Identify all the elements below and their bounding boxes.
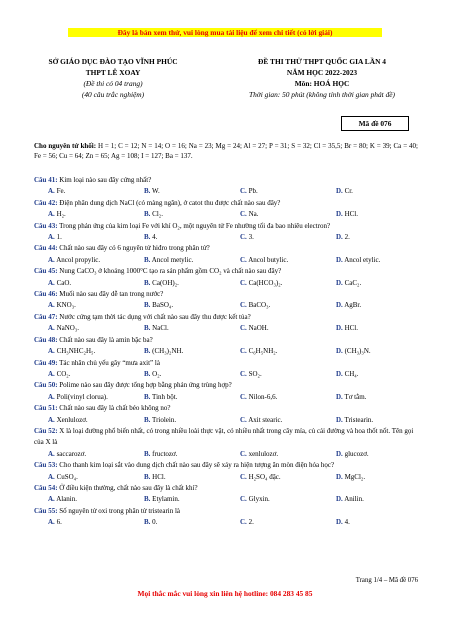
answer-option: [130, 369, 226, 380]
option-letter: C.: [240, 518, 247, 527]
answer-option: [322, 209, 418, 220]
option-text: 0.: [152, 518, 158, 527]
answer-option: [34, 255, 130, 266]
option-letter: A.: [48, 449, 55, 458]
option-text: 4.: [344, 518, 350, 527]
option-letter: A.: [48, 369, 55, 378]
option-text: Ancol metylic.: [151, 255, 194, 264]
question-stem: [34, 198, 418, 209]
option-text: CaC₂.: [344, 278, 362, 287]
option-letter: B.: [144, 415, 151, 424]
option-letter: C.: [240, 472, 247, 481]
question-text: Tác nhân chủ yếu gây “mưa axit” là: [57, 358, 160, 367]
option-letter: C.: [240, 278, 247, 287]
option-text: AgBr.: [344, 301, 362, 310]
option-text: W.: [152, 187, 160, 196]
option-text: 4.: [152, 233, 158, 242]
answer-option: [34, 346, 130, 357]
answer-option: [130, 186, 226, 197]
question-number: Câu 48:: [34, 335, 58, 344]
answer-option: [34, 323, 130, 334]
option-letter: B.: [144, 255, 151, 264]
question-text: Cho thanh kim loại sắt vào dung dịch chất nào sau đây sẽ xảy ra hiện tượng ăn mòn điện hóa học?: [57, 461, 335, 470]
answer-option: [322, 517, 418, 528]
answer-option: [322, 449, 418, 460]
answer-option: [322, 415, 418, 426]
answer-option: [226, 449, 322, 460]
option-letter: C.: [240, 324, 247, 333]
question-stem: [34, 243, 418, 254]
option-text: xenlulozơ.: [248, 449, 279, 458]
option-letter: D.: [336, 301, 343, 310]
option-text: HCl.: [344, 324, 358, 333]
option-text: CuSO₄.: [56, 472, 78, 481]
option-letter: C.: [240, 255, 247, 264]
question-text: Kim loại nào sau đây cứng nhất?: [57, 176, 152, 184]
option-text: 1.: [56, 233, 62, 242]
question-number: Câu 51:: [34, 404, 58, 413]
option-letter: C.: [240, 369, 247, 378]
answer-option: [322, 278, 418, 289]
option-letter: B.: [144, 233, 151, 242]
answer-option: [34, 278, 130, 289]
question-text: Điện phân dung dịch NaCl (có màng ngăn), ở catot thu được chất nào sau đây?: [57, 198, 281, 207]
option-text: CaO.: [56, 278, 72, 287]
answer-option: [130, 517, 226, 528]
question-text: Nung CaCO₃ ở khoảng 1000°C tạo ra sản phẩm gồm CO₂ và chất nào sau đây?: [57, 267, 282, 276]
option-letter: D.: [336, 210, 343, 219]
page-footer: Trang 1/4 – Mã đề 076: [355, 577, 418, 584]
hotline-banner: Mọi thắc mắc vui lòng xin liên hệ hotline: 084 283 45 85: [137, 589, 313, 598]
question-text: Chất nào sau đây là amin bậc ba?: [57, 335, 153, 344]
option-letter: B.: [144, 495, 151, 504]
answer-option: [226, 415, 322, 426]
option-text: Cr.: [344, 187, 353, 196]
answer-options: [34, 449, 418, 460]
question-number: Câu 47:: [34, 312, 58, 321]
option-text: Cl₂.: [152, 210, 163, 219]
option-text: CO₂.: [56, 369, 71, 378]
school-year: NĂM HỌC 2022-2023: [286, 68, 358, 77]
answer-options: [34, 255, 418, 266]
option-letter: C.: [240, 210, 247, 219]
question-stem: [34, 175, 418, 186]
answer-option: [226, 369, 322, 380]
answer-option: [130, 209, 226, 220]
answer-option: [130, 255, 226, 266]
option-text: (CH₃)₂NH.: [152, 347, 184, 356]
option-text: Pb.: [248, 187, 258, 196]
question-stem: [34, 426, 418, 449]
header-right: [222, 56, 422, 100]
option-text: Ancol etylic.: [344, 255, 381, 264]
option-text: Axit stearic.: [248, 415, 283, 424]
option-text: Ancol propylic.: [56, 255, 101, 264]
department-name: SỞ GIÁO DỤC ĐÀO TẠO VĨNH PHÚC: [48, 57, 178, 66]
option-letter: B.: [144, 210, 151, 219]
option-text: Nilon-6,6.: [248, 392, 278, 401]
answer-option: [130, 278, 226, 289]
option-text: Anilin.: [344, 495, 364, 504]
option-letter: B.: [144, 369, 151, 378]
option-letter: D.: [336, 472, 343, 481]
question-number: Câu 46:: [34, 290, 58, 299]
option-letter: C.: [240, 449, 247, 458]
question-number: Câu 52:: [34, 426, 58, 435]
exam-code-box: Mã đề 076: [341, 116, 409, 131]
option-letter: D.: [336, 347, 343, 356]
option-letter: B.: [144, 324, 151, 333]
answer-option: [34, 472, 130, 483]
option-text: C₆H₅NH₂.: [248, 347, 278, 356]
question-stem: [34, 380, 418, 391]
option-letter: C.: [240, 187, 247, 196]
option-text: Xenlulozơ.: [56, 415, 88, 424]
answer-option: [130, 323, 226, 334]
answer-option: [322, 300, 418, 311]
option-letter: B.: [144, 472, 151, 481]
option-text: O₂.: [152, 369, 162, 378]
answer-option: [226, 186, 322, 197]
option-text: Triolein.: [152, 415, 177, 424]
option-text: 6.: [56, 518, 62, 527]
question-stem: [34, 506, 418, 517]
question-text: Chất nào sau đây có 6 nguyên tử hiđro trong phân tử?: [57, 244, 210, 253]
option-text: BaCO₃.: [248, 301, 271, 310]
answer-option: [34, 415, 130, 426]
option-letter: A.: [48, 392, 55, 401]
answer-option: [130, 415, 226, 426]
answer-option: [226, 209, 322, 220]
option-letter: C.: [240, 233, 247, 242]
option-letter: C.: [240, 347, 247, 356]
option-text: NaOH.: [248, 324, 269, 333]
option-text: Etylamin.: [152, 495, 180, 504]
answer-options: [34, 209, 418, 220]
option-letter: A.: [48, 495, 55, 504]
option-letter: B.: [144, 187, 151, 196]
question-stem: [34, 312, 418, 323]
answer-option: [322, 494, 418, 505]
option-letter: C.: [240, 392, 247, 401]
answer-option: [34, 186, 130, 197]
option-text: Poli(vinyl clorua).: [56, 392, 108, 401]
answer-option: [226, 323, 322, 334]
subject-name: Môn: HOÁ HỌC: [294, 79, 350, 88]
answer-option: [322, 323, 418, 334]
option-text: MgCl₂.: [344, 472, 366, 481]
atomic-values: H = 1; C = 12; N = 14; O = 16; Na = 23; Mg = 24; Al = 27; P = 31; S = 32; Cl = 35,5; Br = 80; K = 39; Ca = 40; Fe = 56; Cu = 64; Zn = 65; Ag = 108; I = 127; Ba = 137.: [34, 142, 418, 160]
answer-option: [226, 517, 322, 528]
option-letter: A.: [48, 255, 55, 264]
question-text: Trong phản ứng của kim loại Fe với khí O₂, một nguyên tử Fe nhường tối đa bao nhiêu electron?: [57, 221, 331, 230]
option-text: (CH₃)₃N.: [344, 347, 371, 356]
answer-option: [130, 232, 226, 243]
option-letter: B.: [144, 518, 151, 527]
preview-banner: Đây là bản xem thử, vui lòng mua tài liệu để xem chi tiết (có lời giải): [68, 28, 382, 37]
option-letter: C.: [240, 301, 247, 310]
answer-option: [130, 392, 226, 403]
question-stem: [34, 358, 418, 369]
question-stem: [34, 335, 418, 346]
answer-option: [226, 392, 322, 403]
option-text: fructozơ.: [152, 449, 178, 458]
option-text: Na.: [248, 210, 259, 219]
answer-option: [34, 232, 130, 243]
question-stem: [34, 460, 418, 471]
answer-options: [34, 472, 418, 483]
answer-option: [322, 255, 418, 266]
option-letter: D.: [336, 255, 343, 264]
question-text: Số nguyên tử oxi trong phân tử tristearin là: [57, 506, 181, 515]
option-letter: A.: [48, 301, 55, 310]
answer-option: [322, 392, 418, 403]
option-letter: B.: [144, 301, 151, 310]
answer-option: [322, 346, 418, 357]
option-text: H₂SO₄ đặc.: [248, 472, 281, 481]
answer-options: [34, 232, 418, 243]
option-letter: D.: [336, 369, 343, 378]
answer-option: [34, 369, 130, 380]
answer-options: [34, 517, 418, 528]
answer-options: [34, 369, 418, 380]
option-letter: A.: [48, 278, 55, 287]
answer-option: [226, 472, 322, 483]
answer-option: [130, 346, 226, 357]
header-left: [28, 56, 198, 100]
page-count: (Đề thi có 04 trang): [83, 79, 143, 88]
answer-option: [226, 232, 322, 243]
option-text: SO₂.: [248, 369, 262, 378]
exam-title: ĐỀ THI THỬ THPT QUỐC GIA LẦN 4: [258, 57, 386, 66]
answer-options: [34, 415, 418, 426]
option-letter: A.: [48, 233, 55, 242]
option-text: glucozơ.: [344, 449, 369, 458]
question-number: Câu 45:: [34, 267, 58, 276]
option-letter: B.: [144, 392, 151, 401]
question-number: Câu 54:: [34, 483, 58, 492]
question-text: X là loại đường phổ biến nhất, có trong nhiều loài thực vật, có nhiều nhất trong cây mía, củ cải đường và hoa thốt nốt. Tên gọi của X là: [34, 426, 414, 447]
answer-option: [226, 494, 322, 505]
atomic-masses: [34, 141, 418, 161]
option-letter: A.: [48, 324, 55, 333]
option-letter: A.: [48, 187, 55, 196]
option-letter: D.: [336, 415, 343, 424]
answer-option: [34, 209, 130, 220]
option-text: Tơ tằm.: [344, 392, 367, 401]
question-text: Polime nào sau đây được tổng hợp bằng phản ứng trùng hợp?: [57, 381, 232, 390]
option-text: Ca(HCO₃)₂.: [248, 278, 283, 287]
question-number: Câu 44:: [34, 244, 58, 253]
answer-option: [130, 449, 226, 460]
question-number: Câu 49:: [34, 358, 58, 367]
question-number: Câu 50:: [34, 381, 58, 390]
answer-options: [34, 300, 418, 311]
question-number: Câu 41:: [34, 176, 58, 184]
option-letter: C.: [240, 415, 247, 424]
option-text: Glyxin.: [248, 495, 270, 504]
option-text: saccarozơ.: [56, 449, 87, 458]
question-text: Muối nào sau đây dễ tan trong nước?: [57, 290, 164, 299]
option-text: Ancol butylic.: [248, 255, 289, 264]
answer-option: [226, 346, 322, 357]
option-text: 3.: [248, 233, 254, 242]
option-text: CH₄.: [344, 369, 359, 378]
option-text: Ca(OH)₂.: [152, 278, 179, 287]
option-text: CH₃NHC₂H₅.: [56, 347, 96, 356]
option-letter: D.: [336, 495, 343, 504]
option-letter: A.: [48, 210, 55, 219]
answer-options: [34, 392, 418, 403]
option-text: HCl.: [152, 472, 166, 481]
answer-option: [34, 392, 130, 403]
question-stem: [34, 403, 418, 414]
question-stem: [34, 266, 418, 277]
atomic-label: Cho nguyên tử khối:: [34, 142, 97, 150]
question-text: Ở điều kiện thường, chất nào sau đây là chất khí?: [57, 483, 198, 492]
question-number: Câu 42:: [34, 198, 58, 207]
answer-option: [226, 300, 322, 311]
answer-option: [322, 232, 418, 243]
option-letter: D.: [336, 449, 343, 458]
question-number: Câu 53:: [34, 461, 58, 470]
answer-option: [322, 472, 418, 483]
option-text: Fe.: [56, 187, 66, 196]
question-text: Nước cứng tạm thời tác dụng với chất nào sau đây thu được kết tủa?: [57, 312, 251, 321]
option-letter: D.: [336, 187, 343, 196]
answer-option: [34, 517, 130, 528]
time-limit: Thời gian: 50 phút (không tính thời gian phát đề): [248, 90, 396, 99]
question-stem: [34, 221, 418, 232]
option-letter: D.: [336, 324, 343, 333]
option-text: Tinh bột.: [152, 392, 178, 401]
option-text: Alanin.: [56, 495, 77, 504]
option-letter: D.: [336, 392, 343, 401]
answer-option: [322, 186, 418, 197]
question-count: (40 câu trắc nghiệm): [81, 90, 145, 99]
option-text: BaSO₄.: [152, 301, 174, 310]
answer-options: [34, 186, 418, 197]
option-text: NaNO₃.: [56, 324, 80, 333]
question-list: [34, 175, 418, 529]
option-letter: C.: [240, 495, 247, 504]
answer-option: [322, 369, 418, 380]
option-letter: B.: [144, 347, 151, 356]
option-letter: A.: [48, 518, 55, 527]
question-stem: [34, 289, 418, 300]
answer-options: [34, 494, 418, 505]
option-text: KNO₃.: [56, 301, 76, 310]
question-number: Câu 43:: [34, 221, 58, 230]
option-text: 2.: [248, 518, 254, 527]
answer-option: [226, 278, 322, 289]
question-number: Câu 55:: [34, 506, 58, 515]
answer-options: [34, 323, 418, 334]
question-stem: [34, 483, 418, 494]
option-text: Tristearin.: [344, 415, 374, 424]
option-letter: A.: [48, 347, 55, 356]
option-text: 2.: [344, 233, 350, 242]
option-text: H₂.: [56, 210, 66, 219]
answer-option: [34, 449, 130, 460]
answer-option: [226, 255, 322, 266]
option-letter: D.: [336, 233, 343, 242]
option-text: NaCl.: [152, 324, 169, 333]
option-letter: B.: [144, 278, 151, 287]
answer-option: [34, 494, 130, 505]
school-name: THPT LÊ XOAY: [85, 68, 141, 77]
option-letter: D.: [336, 278, 343, 287]
answer-option: [34, 300, 130, 311]
option-text: HCl.: [344, 210, 358, 219]
answer-options: [34, 278, 418, 289]
answer-option: [130, 494, 226, 505]
answer-option: [130, 472, 226, 483]
option-letter: D.: [336, 518, 343, 527]
option-letter: A.: [48, 415, 55, 424]
answer-options: [34, 346, 418, 357]
option-letter: A.: [48, 472, 55, 481]
option-letter: B.: [144, 449, 151, 458]
answer-option: [130, 300, 226, 311]
question-text: Chất nào sau đây là chất béo không no?: [57, 404, 171, 413]
